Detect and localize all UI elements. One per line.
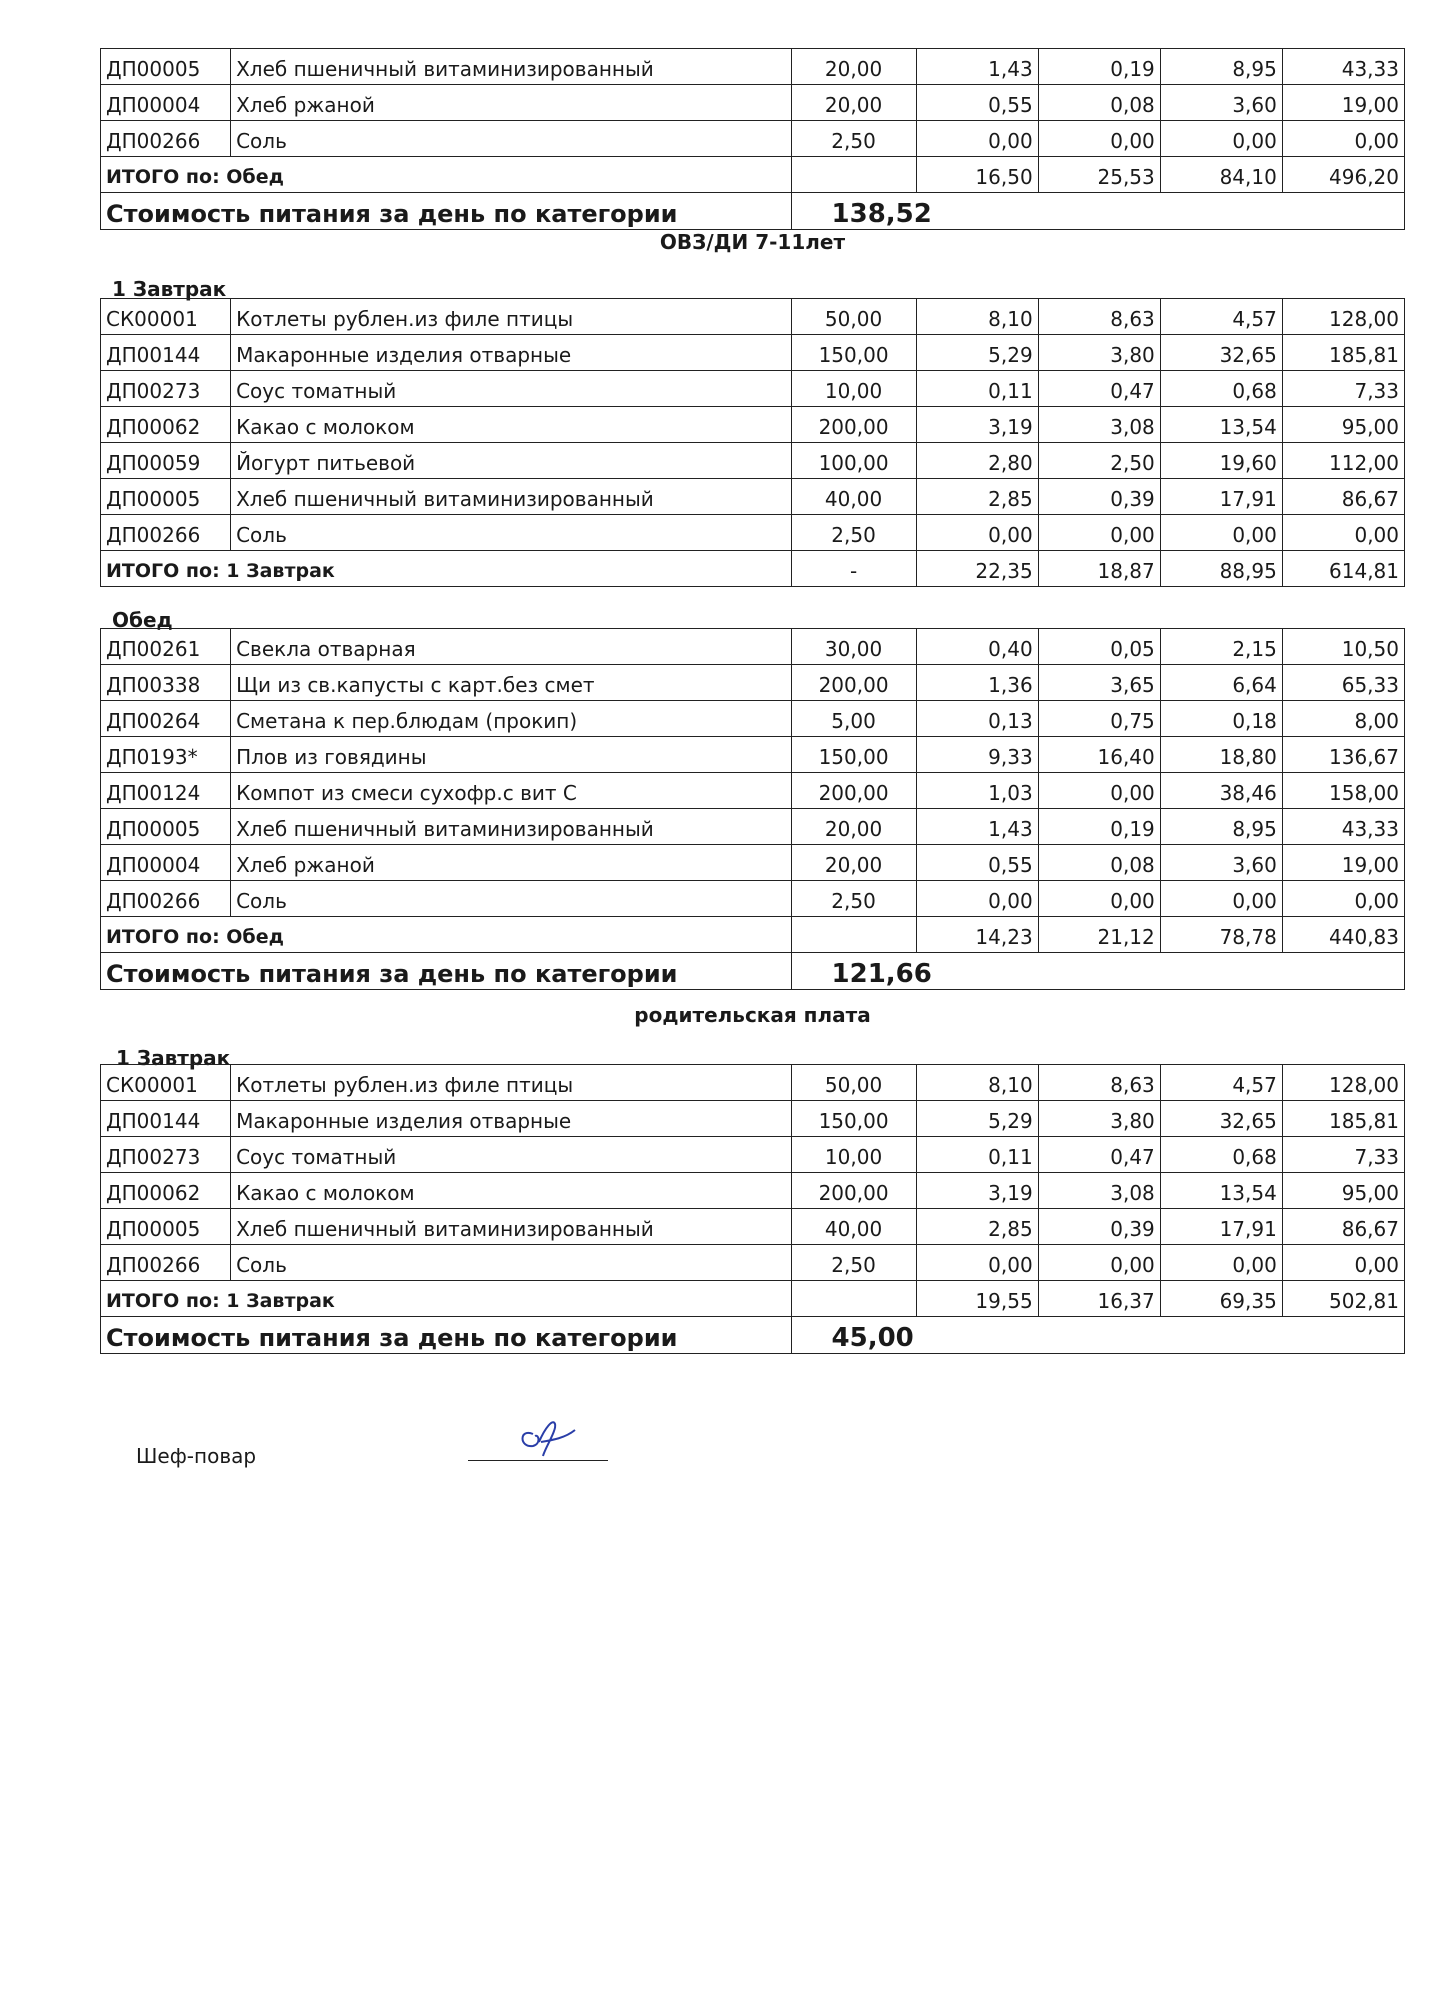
portion-weight: 20,00: [791, 845, 916, 881]
fat-value: 3,80: [1038, 335, 1160, 371]
portion-weight: 200,00: [791, 407, 916, 443]
protein-value: 0,11: [916, 371, 1038, 407]
total-kcal: 614,81: [1282, 551, 1404, 587]
dish-name: Соль: [231, 1245, 791, 1281]
dish-name: Соус томатный: [231, 1137, 791, 1173]
portion-weight: 200,00: [791, 1173, 916, 1209]
fat-value: 0,19: [1038, 809, 1160, 845]
dish-name: Хлеб пшеничный витаминизированный: [231, 1209, 791, 1245]
dish-name: Котлеты рублен.из филе птицы: [231, 1065, 791, 1101]
carbs-value: 0,00: [1160, 881, 1282, 917]
item-code: ДП00005: [101, 49, 231, 85]
carbs-value: 0,00: [1160, 515, 1282, 551]
kcal-value: 112,00: [1282, 443, 1404, 479]
protein-value: 1,43: [916, 49, 1038, 85]
protein-value: 1,03: [916, 773, 1038, 809]
fat-value: 3,08: [1038, 1173, 1160, 1209]
protein-value: 2,85: [916, 1209, 1038, 1245]
table-row: [101, 809, 1405, 845]
carbs-value: 3,60: [1160, 845, 1282, 881]
portion-weight: 5,00: [791, 701, 916, 737]
kcal-value: 7,33: [1282, 1137, 1404, 1173]
carbs-value: 0,18: [1160, 701, 1282, 737]
protein-value: 0,11: [916, 1137, 1038, 1173]
item-code: ДП00062: [101, 407, 231, 443]
portion-weight: 200,00: [791, 773, 916, 809]
kcal-value: 158,00: [1282, 773, 1404, 809]
protein-value: 2,80: [916, 443, 1038, 479]
fat-value: 0,00: [1038, 121, 1160, 157]
carbs-value: 32,65: [1160, 335, 1282, 371]
fat-value: 8,63: [1038, 1065, 1160, 1101]
item-code: СК00001: [101, 1065, 231, 1101]
total-protein: 19,55: [916, 1281, 1038, 1317]
section-title-breakfast: 1 Завтрак: [112, 277, 227, 301]
portion-weight: 10,00: [791, 1137, 916, 1173]
item-code: ДП00005: [101, 809, 231, 845]
daily-cost-filler: [1038, 953, 1404, 990]
item-code: ДП00338: [101, 665, 231, 701]
kcal-value: 10,50: [1282, 629, 1404, 665]
total-row: [101, 157, 1405, 193]
dish-name: Какао с молоком: [231, 1173, 791, 1209]
protein-value: 0,00: [916, 515, 1038, 551]
protein-value: 3,19: [916, 407, 1038, 443]
carbs-value: 18,80: [1160, 737, 1282, 773]
total-carbs: 78,78: [1160, 917, 1282, 953]
kcal-value: 86,67: [1282, 479, 1404, 515]
fat-value: 0,75: [1038, 701, 1160, 737]
top-lunch-table: [100, 48, 1405, 230]
kcal-value: 185,81: [1282, 1101, 1404, 1137]
table-row: [101, 1101, 1405, 1137]
protein-value: 5,29: [916, 335, 1038, 371]
protein-value: 0,55: [916, 845, 1038, 881]
daily-cost-label: Стоимость питания за день по категории: [101, 953, 792, 990]
dish-name: Какао с молоком: [231, 407, 791, 443]
item-code: ДП00144: [101, 1101, 231, 1137]
fat-value: 0,47: [1038, 371, 1160, 407]
item-code: ДП00266: [101, 515, 231, 551]
portion-weight: 20,00: [791, 85, 916, 121]
dish-name: Хлеб пшеничный витаминизированный: [231, 479, 791, 515]
total-weight: [791, 1281, 916, 1317]
item-code: ДП00264: [101, 701, 231, 737]
table-row: [101, 407, 1405, 443]
carbs-value: 38,46: [1160, 773, 1282, 809]
total-weight: [791, 157, 916, 193]
fat-value: 2,50: [1038, 443, 1160, 479]
total-carbs: 84,10: [1160, 157, 1282, 193]
carbs-value: 2,15: [1160, 629, 1282, 665]
dish-name: Макаронные изделия отварные: [231, 335, 791, 371]
portion-weight: 200,00: [791, 665, 916, 701]
total-kcal: 440,83: [1282, 917, 1404, 953]
portion-weight: 2,50: [791, 1245, 916, 1281]
dish-name: Йогурт питьевой: [231, 443, 791, 479]
portion-weight: 20,00: [791, 809, 916, 845]
carbs-value: 3,60: [1160, 85, 1282, 121]
carbs-value: 0,00: [1160, 1245, 1282, 1281]
carbs-value: 6,64: [1160, 665, 1282, 701]
item-code: ДП00062: [101, 1173, 231, 1209]
item-code: ДП00004: [101, 845, 231, 881]
fat-value: 0,39: [1038, 1209, 1160, 1245]
item-code: ДП00266: [101, 1245, 231, 1281]
table-row: [101, 85, 1405, 121]
protein-value: 5,29: [916, 1101, 1038, 1137]
carbs-value: 0,68: [1160, 371, 1282, 407]
item-code: ДП00273: [101, 371, 231, 407]
fat-value: 0,08: [1038, 85, 1160, 121]
kcal-value: 86,67: [1282, 1209, 1404, 1245]
table-row: [101, 629, 1405, 665]
table-row: [101, 299, 1405, 335]
carbs-value: 17,91: [1160, 479, 1282, 515]
daily-cost-filler: [1038, 193, 1404, 230]
portion-weight: 30,00: [791, 629, 916, 665]
dish-name: Хлеб пшеничный витаминизированный: [231, 49, 791, 85]
item-code: ДП00004: [101, 85, 231, 121]
portion-weight: 2,50: [791, 881, 916, 917]
protein-value: 0,55: [916, 85, 1038, 121]
table-row: [101, 737, 1405, 773]
kcal-value: 128,00: [1282, 1065, 1404, 1101]
kcal-value: 128,00: [1282, 299, 1404, 335]
kcal-value: 19,00: [1282, 845, 1404, 881]
total-weight: [791, 917, 916, 953]
kcal-value: 8,00: [1282, 701, 1404, 737]
dish-name: Хлеб ржаной: [231, 85, 791, 121]
daily-cost-label: Стоимость питания за день по категории: [101, 193, 792, 230]
daily-cost-value: 45,00: [791, 1317, 1038, 1354]
dish-name: Котлеты рублен.из филе птицы: [231, 299, 791, 335]
fat-value: 0,00: [1038, 515, 1160, 551]
carbs-value: 17,91: [1160, 1209, 1282, 1245]
dish-name: Хлеб пшеничный витаминизированный: [231, 809, 791, 845]
dish-name: Сметана к пер.блюдам (прокип): [231, 701, 791, 737]
section-title-breakfast-parent: 1 Завтрак: [116, 1046, 231, 1070]
protein-value: 1,36: [916, 665, 1038, 701]
total-fat: 25,53: [1038, 157, 1160, 193]
total-kcal: 496,20: [1282, 157, 1404, 193]
dish-name: Соль: [231, 881, 791, 917]
item-code: ДП00124: [101, 773, 231, 809]
fat-value: 16,40: [1038, 737, 1160, 773]
item-code: ДП00273: [101, 1137, 231, 1173]
kcal-value: 43,33: [1282, 809, 1404, 845]
item-code: ДП00261: [101, 629, 231, 665]
total-protein: 16,50: [916, 157, 1038, 193]
fat-value: 0,39: [1038, 479, 1160, 515]
chef-label: Шеф-повар: [136, 1444, 257, 1468]
protein-value: 0,00: [916, 1245, 1038, 1281]
carbs-value: 13,54: [1160, 1173, 1282, 1209]
portion-weight: 150,00: [791, 1101, 916, 1137]
kcal-value: 136,67: [1282, 737, 1404, 773]
portion-weight: 150,00: [791, 335, 916, 371]
item-code: ДП00266: [101, 881, 231, 917]
protein-value: 0,13: [916, 701, 1038, 737]
item-code: ДП0193*: [101, 737, 231, 773]
dish-name: Свекла отварная: [231, 629, 791, 665]
portion-weight: 2,50: [791, 515, 916, 551]
protein-value: 8,10: [916, 299, 1038, 335]
table-row: [101, 845, 1405, 881]
fat-value: 0,00: [1038, 773, 1160, 809]
total-fat: 21,12: [1038, 917, 1160, 953]
table-row: [101, 881, 1405, 917]
kcal-value: 43,33: [1282, 49, 1404, 85]
item-code: ДП00005: [101, 1209, 231, 1245]
fat-value: 3,08: [1038, 407, 1160, 443]
kcal-value: 185,81: [1282, 335, 1404, 371]
category-title-ovz: ОВЗ/ДИ 7-11лет: [659, 230, 846, 254]
item-code: ДП00266: [101, 121, 231, 157]
total-label: ИТОГО по: Обед: [101, 157, 792, 193]
carbs-value: 0,68: [1160, 1137, 1282, 1173]
portion-weight: 2,50: [791, 121, 916, 157]
portion-weight: 100,00: [791, 443, 916, 479]
table-row: [101, 371, 1405, 407]
dish-name: Соль: [231, 515, 791, 551]
kcal-value: 19,00: [1282, 85, 1404, 121]
kcal-value: 0,00: [1282, 1245, 1404, 1281]
item-code: ДП00144: [101, 335, 231, 371]
dish-name: Хлеб ржаной: [231, 845, 791, 881]
fat-value: 0,08: [1038, 845, 1160, 881]
protein-value: 0,40: [916, 629, 1038, 665]
kcal-value: 0,00: [1282, 121, 1404, 157]
protein-value: 0,00: [916, 881, 1038, 917]
protein-value: 0,00: [916, 121, 1038, 157]
fat-value: 8,63: [1038, 299, 1160, 335]
table-row: [101, 515, 1405, 551]
carbs-value: 4,57: [1160, 299, 1282, 335]
portion-weight: 50,00: [791, 1065, 916, 1101]
table-row: [101, 1065, 1405, 1101]
total-protein: 14,23: [916, 917, 1038, 953]
protein-value: 8,10: [916, 1065, 1038, 1101]
protein-value: 2,85: [916, 479, 1038, 515]
table-row: [101, 121, 1405, 157]
item-code: СК00001: [101, 299, 231, 335]
fat-value: 0,19: [1038, 49, 1160, 85]
table-row: [101, 479, 1405, 515]
carbs-value: 13,54: [1160, 407, 1282, 443]
ovz-lunch-table: [100, 628, 1405, 990]
carbs-value: 8,95: [1160, 49, 1282, 85]
ovz-breakfast-table: [100, 298, 1405, 587]
kcal-value: 95,00: [1282, 1173, 1404, 1209]
table-row: [101, 1209, 1405, 1245]
table-row: [101, 773, 1405, 809]
protein-value: 3,19: [916, 1173, 1038, 1209]
daily-cost-label: Стоимость питания за день по категории: [101, 1317, 792, 1354]
kcal-value: 7,33: [1282, 371, 1404, 407]
fat-value: 3,65: [1038, 665, 1160, 701]
total-label: ИТОГО по: 1 Завтрак: [101, 1281, 792, 1317]
total-kcal: 502,81: [1282, 1281, 1404, 1317]
portion-weight: 50,00: [791, 299, 916, 335]
dish-name: Соль: [231, 121, 791, 157]
daily-cost-row: [101, 193, 1405, 230]
fat-value: 0,00: [1038, 1245, 1160, 1281]
total-row: [101, 1281, 1405, 1317]
dish-name: Макаронные изделия отварные: [231, 1101, 791, 1137]
daily-cost-value: 138,52: [791, 193, 1038, 230]
parent-breakfast-table: [100, 1064, 1405, 1354]
portion-weight: 10,00: [791, 371, 916, 407]
fat-value: 0,05: [1038, 629, 1160, 665]
total-row: [101, 917, 1405, 953]
total-row: [101, 551, 1405, 587]
table-row: [101, 1173, 1405, 1209]
dish-name: Соус томатный: [231, 371, 791, 407]
section-title-lunch: Обед: [112, 608, 173, 632]
table-row: [101, 1245, 1405, 1281]
daily-cost-row: [101, 1317, 1405, 1354]
category-title-parent: родительская плата: [634, 1003, 871, 1027]
table-row: [101, 49, 1405, 85]
table-row: [101, 701, 1405, 737]
total-weight: -: [791, 551, 916, 587]
total-label: ИТОГО по: 1 Завтрак: [101, 551, 792, 587]
carbs-value: 0,00: [1160, 121, 1282, 157]
table-row: [101, 665, 1405, 701]
total-fat: 16,37: [1038, 1281, 1160, 1317]
protein-value: 9,33: [916, 737, 1038, 773]
table-row: [101, 1137, 1405, 1173]
kcal-value: 65,33: [1282, 665, 1404, 701]
daily-cost-value: 121,66: [791, 953, 1038, 990]
carbs-value: 32,65: [1160, 1101, 1282, 1137]
table-row: [101, 335, 1405, 371]
table-row: [101, 443, 1405, 479]
fat-value: 3,80: [1038, 1101, 1160, 1137]
daily-cost-row: [101, 953, 1405, 990]
carbs-value: 19,60: [1160, 443, 1282, 479]
portion-weight: 20,00: [791, 49, 916, 85]
fat-value: 0,00: [1038, 881, 1160, 917]
kcal-value: 95,00: [1282, 407, 1404, 443]
carbs-value: 8,95: [1160, 809, 1282, 845]
item-code: ДП00005: [101, 479, 231, 515]
carbs-value: 4,57: [1160, 1065, 1282, 1101]
fat-value: 0,47: [1038, 1137, 1160, 1173]
kcal-value: 0,00: [1282, 881, 1404, 917]
signature-icon: [505, 1398, 585, 1462]
total-carbs: 69,35: [1160, 1281, 1282, 1317]
total-label: ИТОГО по: Обед: [101, 917, 792, 953]
daily-cost-filler: [1038, 1317, 1404, 1354]
total-fat: 18,87: [1038, 551, 1160, 587]
item-code: ДП00059: [101, 443, 231, 479]
kcal-value: 0,00: [1282, 515, 1404, 551]
dish-name: Плов из говядины: [231, 737, 791, 773]
dish-name: Компот из смеси сухофр.с вит С: [231, 773, 791, 809]
portion-weight: 150,00: [791, 737, 916, 773]
dish-name: Щи из св.капусты с карт.без смет: [231, 665, 791, 701]
portion-weight: 40,00: [791, 479, 916, 515]
total-carbs: 88,95: [1160, 551, 1282, 587]
total-protein: 22,35: [916, 551, 1038, 587]
protein-value: 1,43: [916, 809, 1038, 845]
portion-weight: 40,00: [791, 1209, 916, 1245]
